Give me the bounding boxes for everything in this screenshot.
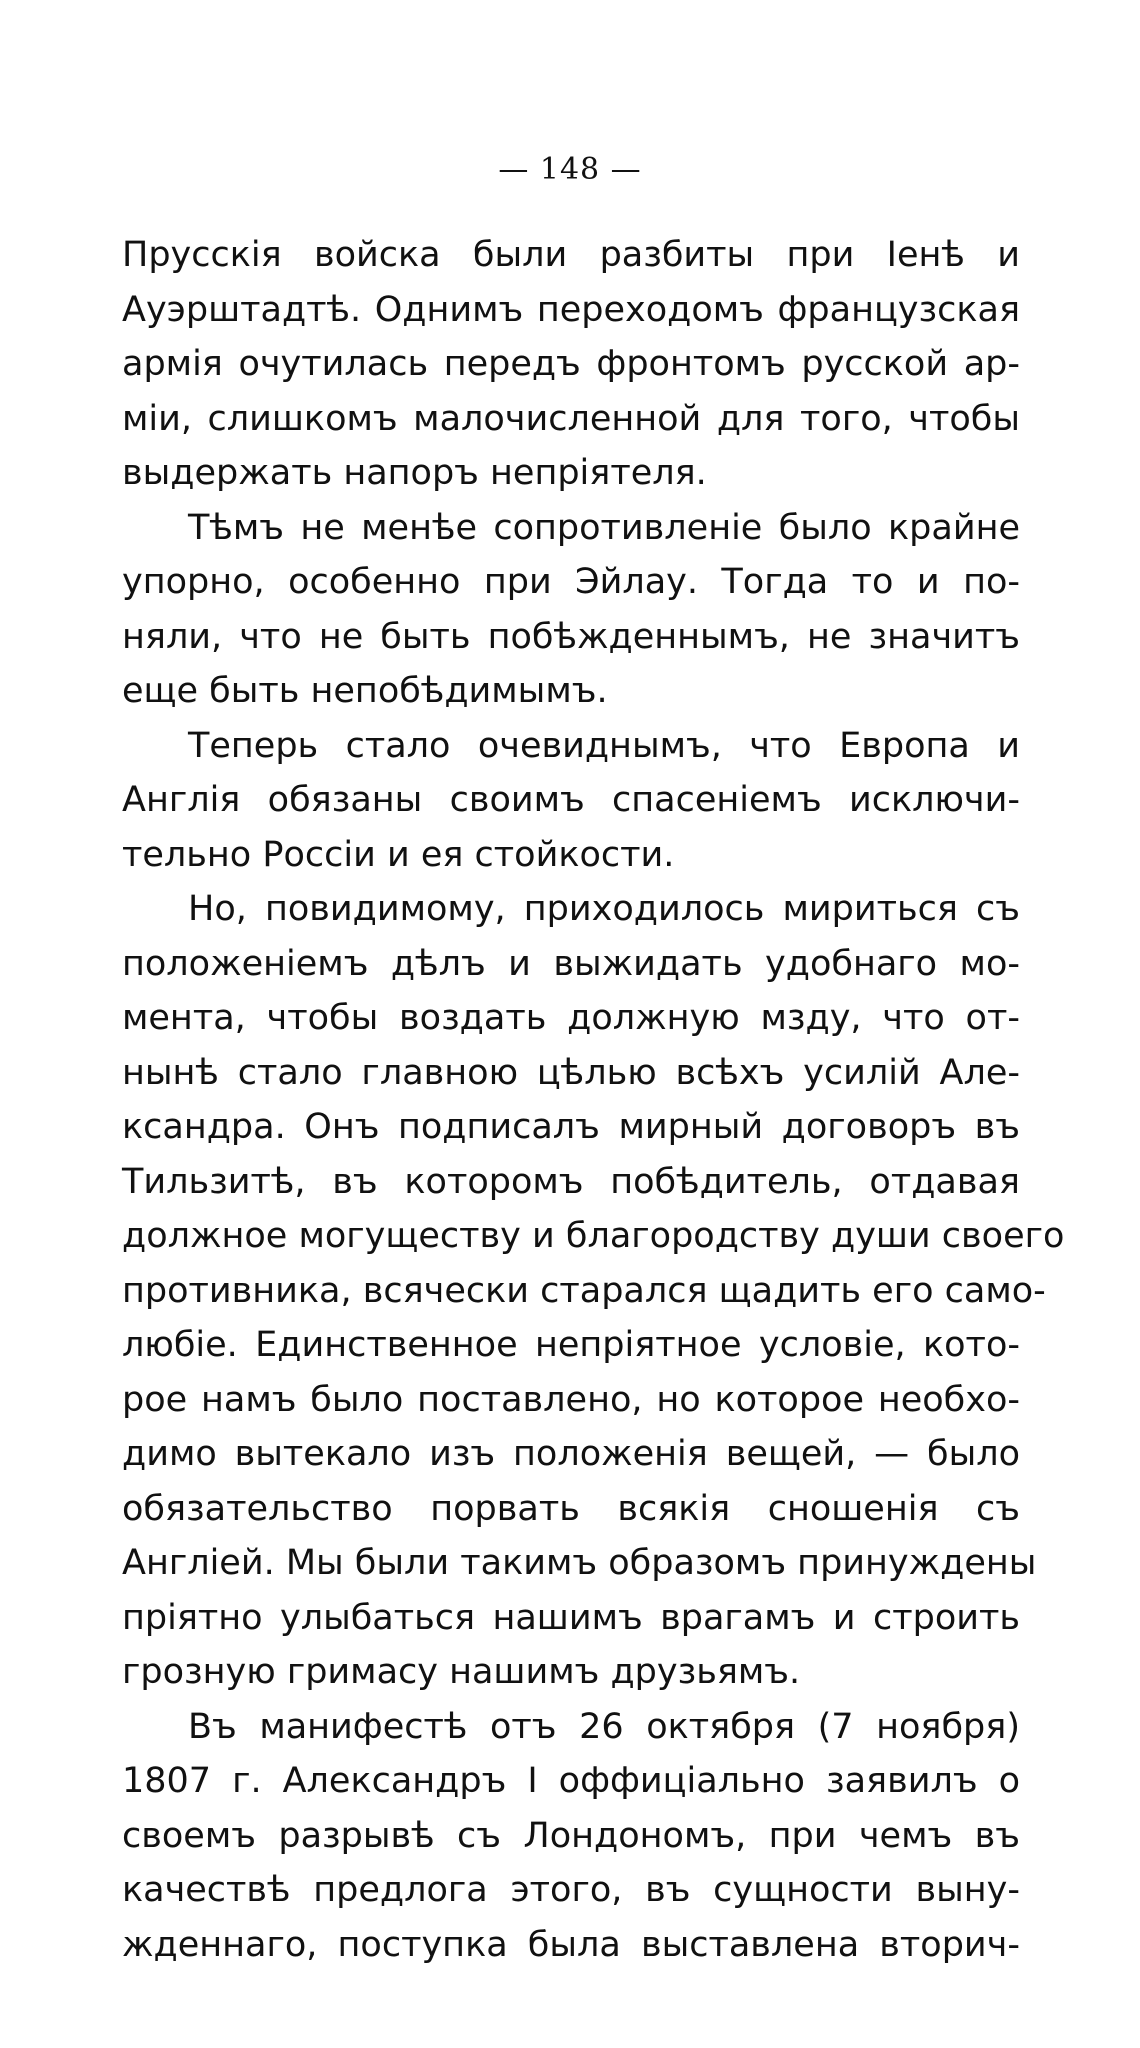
text-line: Теперь стало очевиднымъ, что Европа и (188, 725, 1020, 766)
text-line: міи, слишкомъ малочисленной для того, чтобы (122, 398, 1020, 439)
text-line: Тѣмъ не менѣе сопротивленіе было крайне (188, 507, 1020, 548)
text-line: рое намъ было поставлено, но которое необхо- (122, 1379, 1020, 1420)
text-line: димо вытекало изъ положенія вещей, — было (122, 1434, 1020, 1474)
text-line: выдержать напоръ непріятеля. (122, 453, 707, 493)
page-number: — 148 — (498, 152, 642, 187)
text-line: Но, повидимому, приходилось мириться съ (188, 889, 1020, 929)
text-line: 1807 г. Александръ I оффиціально заявилъ о (122, 1761, 1020, 1801)
text-line: мента, чтобы воздать должную мзду, что от- (122, 998, 1020, 1038)
text-line: Англіей. Мы были такимъ образомъ принуждены (122, 1543, 1037, 1583)
text-line: положеніемъ дѣлъ и выжидать удобнаго мо- (122, 943, 1020, 984)
text-line: своемъ разрывѣ съ Лондономъ, при чемъ въ (122, 1815, 1020, 1856)
text-line: пріятно улыбаться нашимъ врагамъ и строить (122, 1597, 1020, 1638)
text-line: еще быть непобѣдимымъ. (122, 671, 608, 711)
text-line: Въ манифестѣ отъ 26 октября (7 ноября) (188, 1706, 1020, 1747)
text-line: обязательство порвать всякія сношенія съ (122, 1488, 1020, 1529)
text-line: жденнаго, поступка была выставлена вторич- (122, 1924, 1020, 1965)
text-line: Тильзитѣ, въ которомъ побѣдитель, отдавая (122, 1161, 1020, 1202)
text-line: ксандра. Онъ подписалъ мирный договоръ въ (122, 1107, 1020, 1147)
text-line: Англія обязаны своимъ спасеніемъ исключи- (122, 780, 1020, 820)
text-line: качествѣ предлога этого, въ сущности выну- (122, 1870, 1020, 1910)
text-line: грозную гримасу нашимъ друзьямъ. (122, 1652, 801, 1692)
text-line: Ауэрштадтѣ. Однимъ переходомъ французская (122, 289, 1020, 330)
text-line: противника, всячески старался щадить его само- (122, 1270, 1046, 1311)
text-line: упорно, особенно при Эйлау. Тогда то и по- (122, 562, 1020, 602)
text-line: нынѣ стало главною цѣлью всѣхъ усилій Але- (122, 1052, 1020, 1093)
text-line: армія очутилась передъ фронтомъ русской ар- (122, 344, 1020, 384)
body-text (122, 228, 1065, 1972)
text-line: должное могуществу и благородству души своего (122, 1216, 1065, 1256)
text-line: любіе. Единственное непріятное условіе, кото- (122, 1325, 1020, 1365)
text-line: няли, что не быть побѣжденнымъ, не значитъ (122, 616, 1020, 657)
text-line: тельно Россіи и ея стойкости. (122, 834, 675, 875)
text-line: Прусскія войска были разбиты при Іенѣ и (122, 235, 1020, 275)
